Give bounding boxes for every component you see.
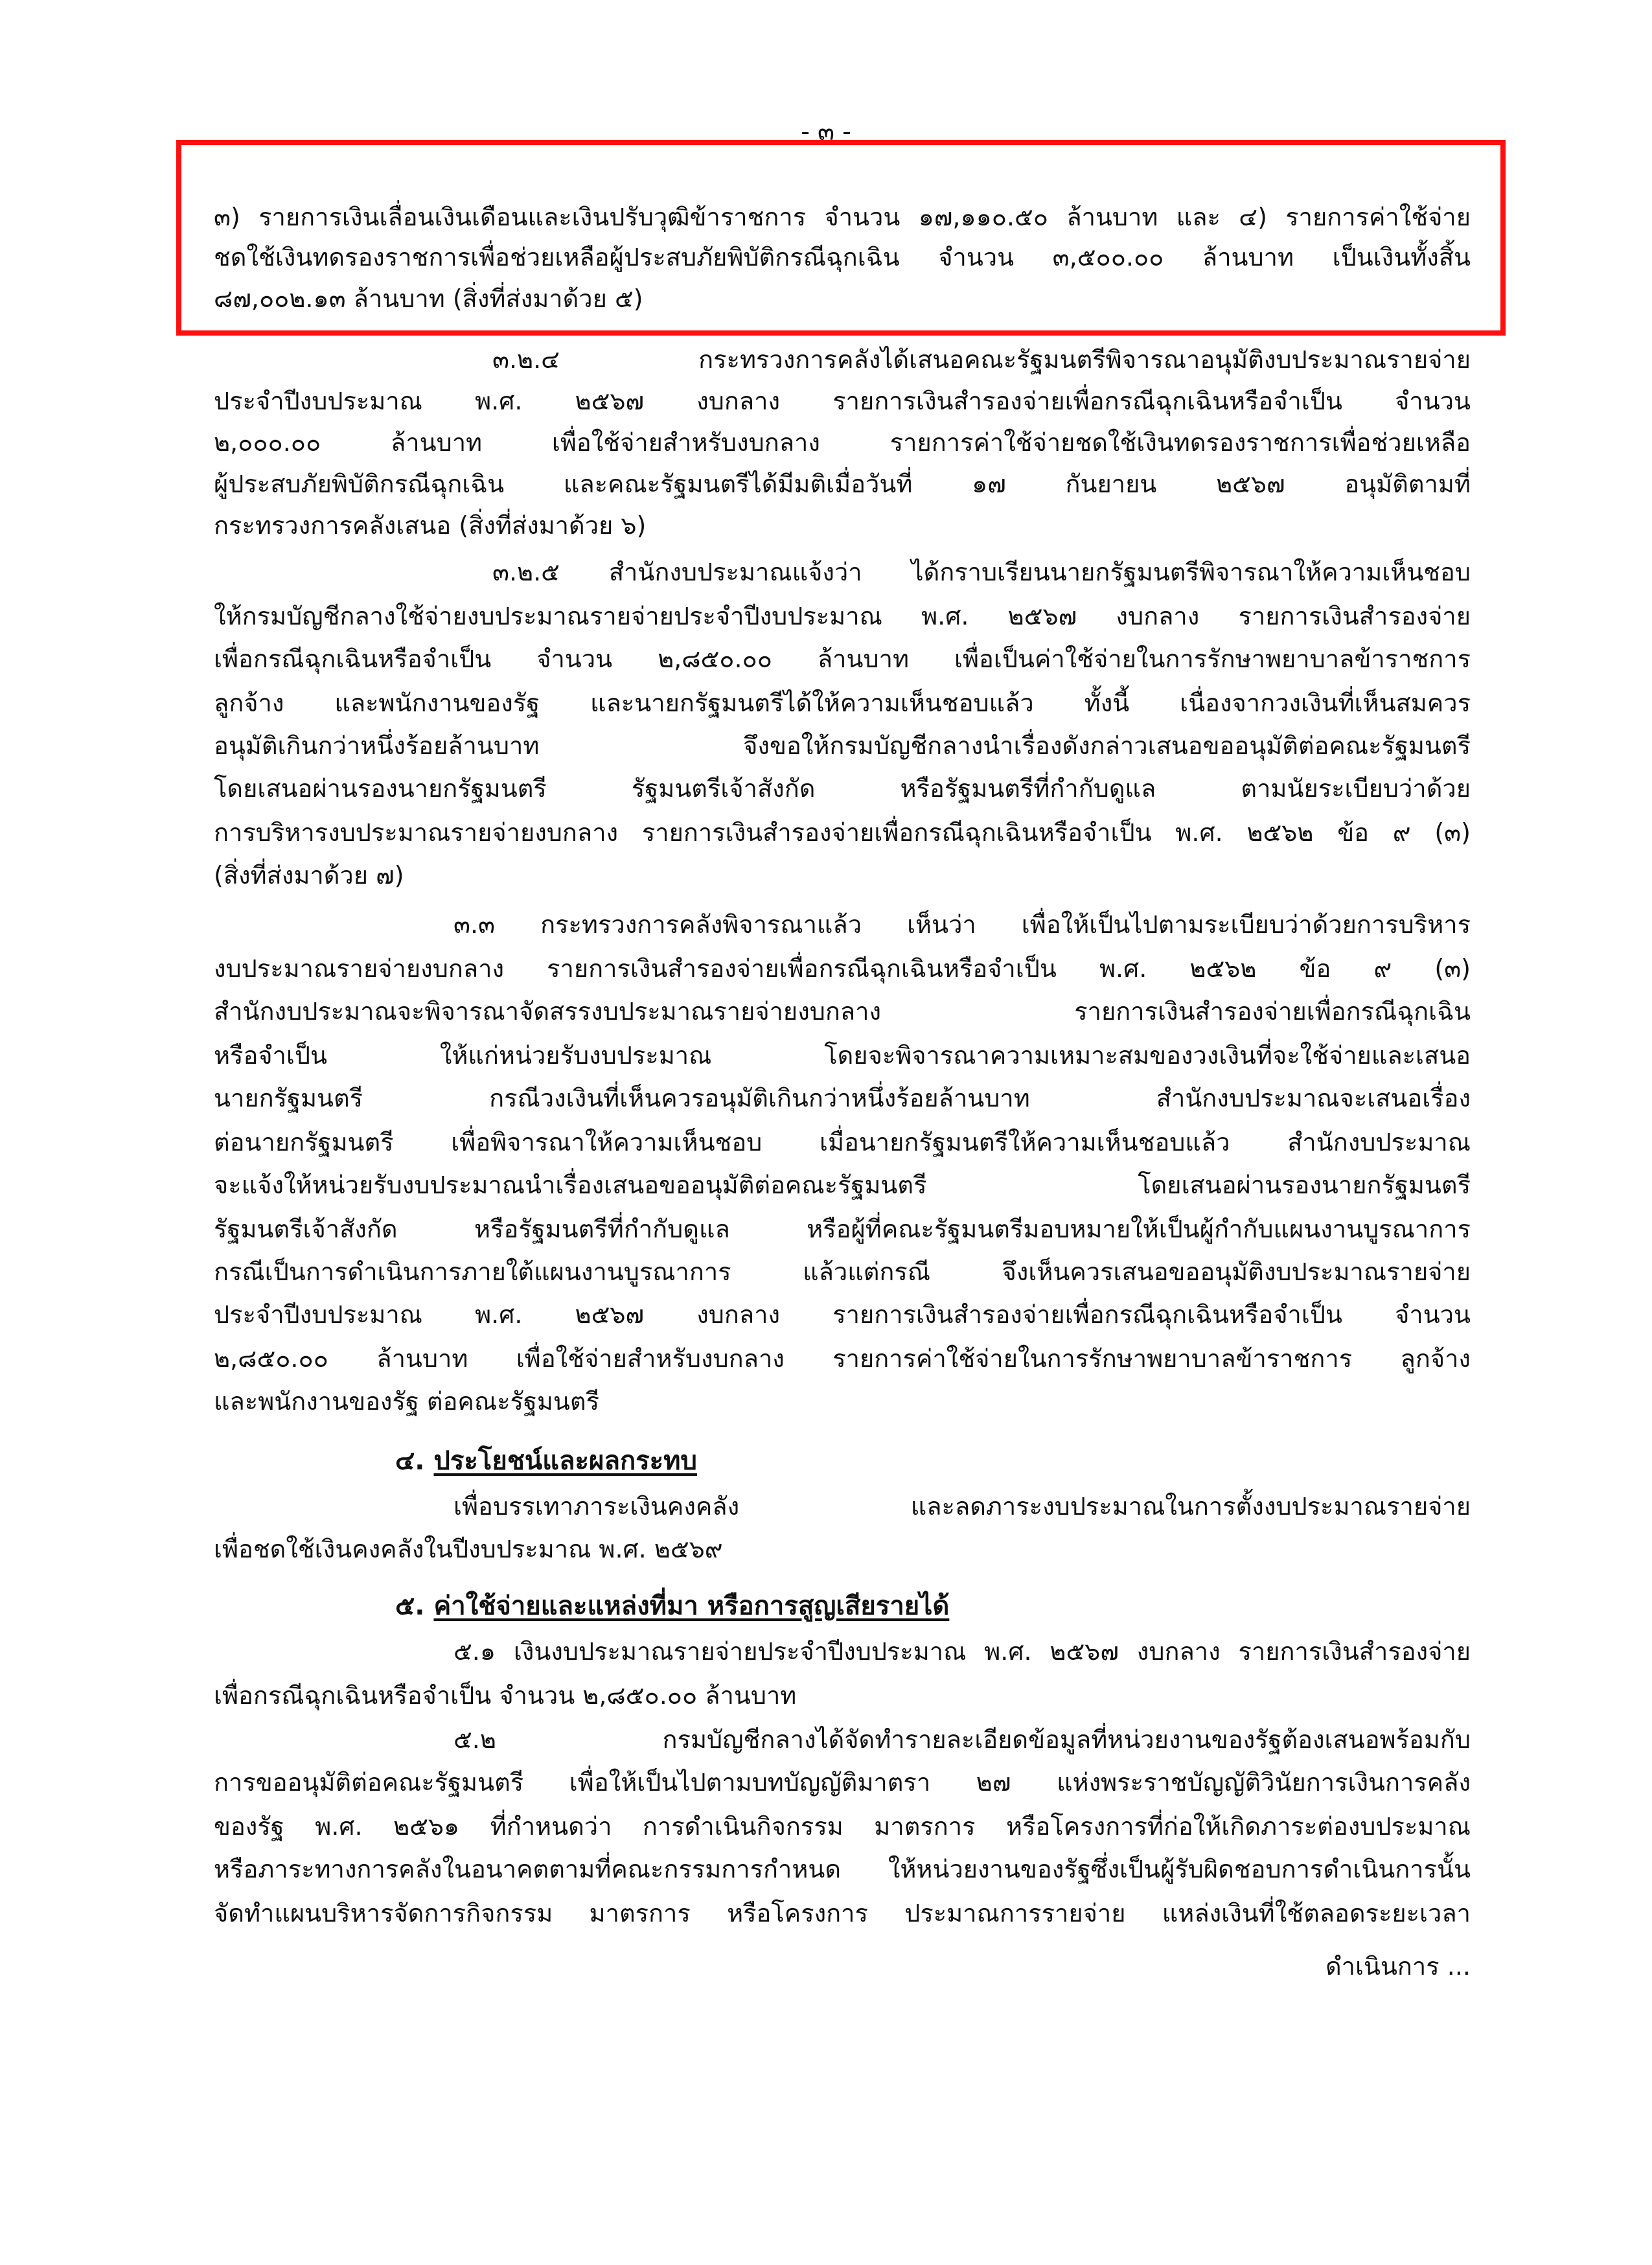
text-line: ๒,๐๐๐.๐๐ ล้านบาท เพื่อใช้จ่ายสำหรับงบกลาง รายการค่าใช้จ่ายชดใช้เงินทดรองราชการเพื่อช่วยเหลือ: [214, 428, 1471, 457]
text-line: (สิ่งที่ส่งมาด้วย ๗): [214, 861, 404, 890]
text-line: ๓.๒.๔ กระทรวงการคลังได้เสนอคณะรัฐมนตรีพิจารณาอนุมัติงบประมาณรายจ่าย: [492, 345, 1471, 374]
text-line: ๕.๒ กรมบัญชีกลางได้จัดทำรายละเอียดข้อมูลที่หน่วยงานของรัฐต้องเสนอพร้อมกับ: [453, 1725, 1471, 1754]
text-line: ๓.๓ กระทรวงการคลังพิจารณาแล้ว เห็นว่า เพื่อให้เป็นไปตามระเบียบว่าด้วยการบริหาร: [453, 910, 1471, 939]
text-line: โดยเสนอผ่านรองนายกรัฐมนตรี รัฐมนตรีเจ้าสังกัด หรือรัฐมนตรีที่กำกับดูแล ตามนัยระเบียบว่าด้วย: [214, 774, 1471, 803]
text-line: ๓.๒.๕ สำนักงบประมาณแจ้งว่า ได้กราบเรียนนายกรัฐมนตรีพิจารณาให้ความเห็นชอบ: [492, 558, 1471, 586]
section-title: ประโยชน์และผลกระทบ: [433, 1446, 697, 1476]
text-line: ของรัฐ พ.ศ. ๒๕๖๑ ที่กำหนดว่า การดำเนินกิจกรรม มาตรการ หรือโครงการที่ก่อให้เกิดภาระต่องบประมาณ: [214, 1812, 1471, 1841]
text-line: กรณีเป็นการดำเนินการภายใต้แผนงานบูรณาการ แล้วแต่กรณี จึงเห็นควรเสนอขออนุมัติงบประมาณรายจ่าย: [214, 1258, 1471, 1286]
text-line: เพื่อบรรเทาภาระเงินคงคลัง และลดภาระงบประมาณในการตั้งงบประมาณรายจ่าย: [453, 1492, 1471, 1521]
text-line: หรือภาระทางการคลังในอนาคตตามที่คณะกรรมการกำหนด ให้หน่วยงานของรัฐซึ่งเป็นผู้รับผิดชอบการดำเนินการนั้น: [214, 1855, 1471, 1883]
text-line: ประจำปีงบประมาณ พ.ศ. ๒๕๖๗ งบกลาง รายการเงินสำรองจ่ายเพื่อกรณีฉุกเฉินหรือจำเป็น จำนวน: [214, 387, 1471, 415]
section-title: ค่าใช้จ่ายและแหล่งที่มา หรือการสูญเสียรายได้: [433, 1591, 950, 1621]
text-line: ผู้ประสบภัยพิบัติกรณีฉุกเฉิน และคณะรัฐมนตรีได้มีมติเมื่อวันที่ ๑๗ กันยายน ๒๕๖๗ อนุมัติตามที่: [214, 470, 1471, 498]
text-line: ประจำปีงบประมาณ พ.ศ. ๒๕๖๗ งบกลาง รายการเงินสำรองจ่ายเพื่อกรณีฉุกเฉินหรือจำเป็น จำนวน: [214, 1300, 1471, 1329]
continuation-text: ดำเนินการ ...: [1325, 1952, 1471, 1981]
text-line: และพนักงานของรัฐ ต่อคณะรัฐมนตรี: [214, 1387, 599, 1416]
text-line: ๒,๘๕๐.๐๐ ล้านบาท เพื่อใช้จ่ายสำหรับงบกลาง รายการค่าใช้จ่ายในการรักษาพยาบาลข้าราชการ ลูกจ้าง: [214, 1344, 1471, 1373]
section-number: ๔.: [395, 1446, 425, 1476]
text-line: ต่อนายกรัฐมนตรี เพื่อพิจารณาให้ความเห็นชอบ เมื่อนายกรัฐมนตรีให้ความเห็นชอบแล้ว สำนักงบประมาณ: [214, 1128, 1471, 1156]
text-line: เพื่อกรณีฉุกเฉินหรือจำเป็น จำนวน ๒,๘๕๐.๐๐ ล้านบาท: [214, 1681, 797, 1710]
section-4-heading: [395, 1445, 697, 1477]
text-line: เพื่อกรณีฉุกเฉินหรือจำเป็น จำนวน ๒,๘๕๐.๐๐ ล้านบาท เพื่อเป็นค่าใช้จ่ายในการรักษาพยาบาลข้าราชการ: [214, 645, 1471, 673]
text-line: กระทรวงการคลังเสนอ (สิ่งที่ส่งมาด้วย ๖): [214, 511, 647, 540]
text-line: การขออนุมัติต่อคณะรัฐมนตรี เพื่อให้เป็นไปตามบทบัญญัติมาตรา ๒๗ แห่งพระราชบัญญัติวินัยการเงินการคลัง: [214, 1768, 1471, 1797]
text-line: ๕.๑ เงินงบประมาณรายจ่ายประจำปีงบประมาณ พ.ศ. ๒๕๖๗ งบกลาง รายการเงินสำรองจ่าย: [453, 1637, 1471, 1666]
text-line: ๓) รายการเงินเลื่อนเงินเดือนและเงินปรับวุฒิข้าราชการ จำนวน ๑๗,๑๑๐.๕๐ ล้านบาท และ ๔) รายการค่าใช้จ่าย: [214, 203, 1471, 231]
text-line: การบริหารงบประมาณรายจ่ายงบกลาง รายการเงินสำรองจ่ายเพื่อกรณีฉุกเฉินหรือจำเป็น พ.ศ. ๒๕๖๒ ข้อ ๙ (๓): [214, 818, 1471, 847]
text-line: อนุมัติเกินกว่าหนึ่งร้อยล้านบาท จึงขอให้กรมบัญชีกลางนำเรื่องดังกล่าวเสนอขออนุมัติต่อคณะรัฐมนตรี: [214, 731, 1471, 760]
page-number: - ๓ -: [801, 117, 851, 146]
text-line: หรือจำเป็น ให้แก่หน่วยรับงบประมาณ โดยจะพิจารณาความเหมาะสมของวงเงินที่จะใช้จ่ายและเสนอ: [214, 1041, 1471, 1070]
text-line: ให้กรมบัญชีกลางใช้จ่ายงบประมาณรายจ่ายประจำปีงบประมาณ พ.ศ. ๒๕๖๗ งบกลาง รายการเงินสำรองจ่าย: [214, 602, 1471, 630]
text-line: ๘๗,๐๐๒.๑๓ ล้านบาท (สิ่งที่ส่งมาด้วย ๕): [214, 284, 643, 313]
text-line: เพื่อชดใช้เงินคงคลังในปีงบประมาณ พ.ศ. ๒๕๖๙: [214, 1535, 723, 1563]
section-5-heading: [395, 1590, 949, 1622]
text-line: จัดทำแผนบริหารจัดการกิจกรรม มาตรการ หรือโครงการ ประมาณการรายจ่าย แหล่งเงินที่ใช้ตลอดระยะเวลา: [214, 1899, 1471, 1927]
text-line: จะแจ้งให้หน่วยรับงบประมาณนำเรื่องเสนอขออนุมัติต่อคณะรัฐมนตรี โดยเสนอผ่านรองนายกรัฐมนตรี: [214, 1171, 1471, 1199]
text-line: นายกรัฐมนตรี กรณีวงเงินที่เห็นควรอนุมัติเกินกว่าหนึ่งร้อยล้านบาท สำนักงบประมาณจะเสนอเรื่อง: [214, 1084, 1471, 1112]
text-line: ลูกจ้าง และพนักงานของรัฐ และนายกรัฐมนตรีได้ให้ความเห็นชอบแล้ว ทั้งนี้ เนื่องจากวงเงินที่เห็นสมควร: [214, 689, 1471, 717]
text-line: งบประมาณรายจ่ายงบกลาง รายการเงินสำรองจ่ายเพื่อกรณีฉุกเฉินหรือจำเป็น พ.ศ. ๒๕๖๒ ข้อ ๙ (๓): [214, 954, 1471, 983]
text-line: สำนักงบประมาณจะพิจารณาจัดสรรงบประมาณรายจ่ายงบกลาง รายการเงินสำรองจ่ายเพื่อกรณีฉุกเฉิน: [214, 997, 1471, 1026]
text-line: รัฐมนตรีเจ้าสังกัด หรือรัฐมนตรีที่กำกับดูแล หรือผู้ที่คณะรัฐมนตรีมอบหมายให้เป็นผู้กำกับแผนงานบูรณาการ: [214, 1215, 1471, 1243]
text-line: ชดใช้เงินทดรองราชการเพื่อช่วยเหลือผู้ประสบภัยพิบัติกรณีฉุกเฉิน จำนวน ๓,๕๐๐.๐๐ ล้านบาท เป็นเงินทั้งสิ้น: [214, 243, 1471, 271]
section-number: ๕.: [395, 1591, 425, 1621]
